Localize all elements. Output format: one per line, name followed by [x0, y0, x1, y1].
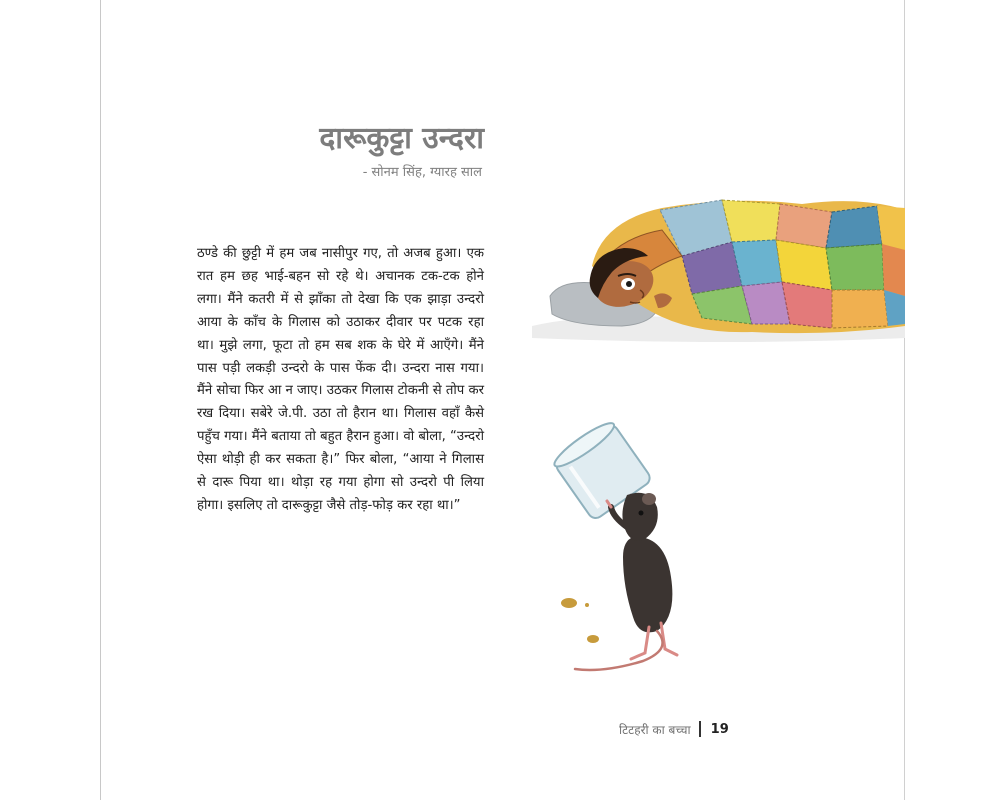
book-title: टिटहरी का बच्चा: [619, 722, 691, 737]
page-footer: [619, 720, 729, 738]
story-title: दारूकुट्टा उन्दरा: [319, 121, 484, 156]
sleeping-child-illustration: [532, 186, 905, 350]
story-byline: - सोनम सिंह, ग्यारह साल: [362, 165, 482, 180]
book-page: [101, 0, 904, 800]
footer-divider: [699, 721, 701, 737]
rat-with-glass-illustration: [553, 417, 713, 683]
page-number: 19: [710, 721, 729, 737]
story-body: ठण्डे की छुट्टी में हम जब नासीपुर गए, तो अजब हुआ। एक रात हम छह भाई-बहन सो रहे थे। अचानक टक-टक होने लगा। मैंने कतरी में से झाँका तो देखा कि एक झाड़ा उन्दरो आया के काँच के गिलास को उठाकर दीवार पर पटक रहा था। मुझे लगा, फूटा तो हम सब शक के घेरे में आएँगे। मैंने पास पड़ी लकड़ी उन्दरो के पास फेंक दी। उन्दरा नास गया। मैंने सोचा फिर आ न जाए। उठकर गिलास टोकनी से तोप कर रख दिया। सबेरे जे.पी. उठा तो हैरान था। गिलास वहाँ कैसे पहुँच गया। मैंने बताया तो बहुत हैरान हुआ। वो बोला, “उन्दरो ऐसा थोड़ी ही कर सकता है।” फिर बोला, “आया ने गिलास से दारू पिया था। थोड़ा रह गया होगा सो उन्दरो पी लिया होगा। इसलिए तो दारूकुट्टा जैसे तोड़-फोड़ कर रहा था।”: [197, 246, 485, 513]
page-right-edge: [904, 0, 905, 800]
